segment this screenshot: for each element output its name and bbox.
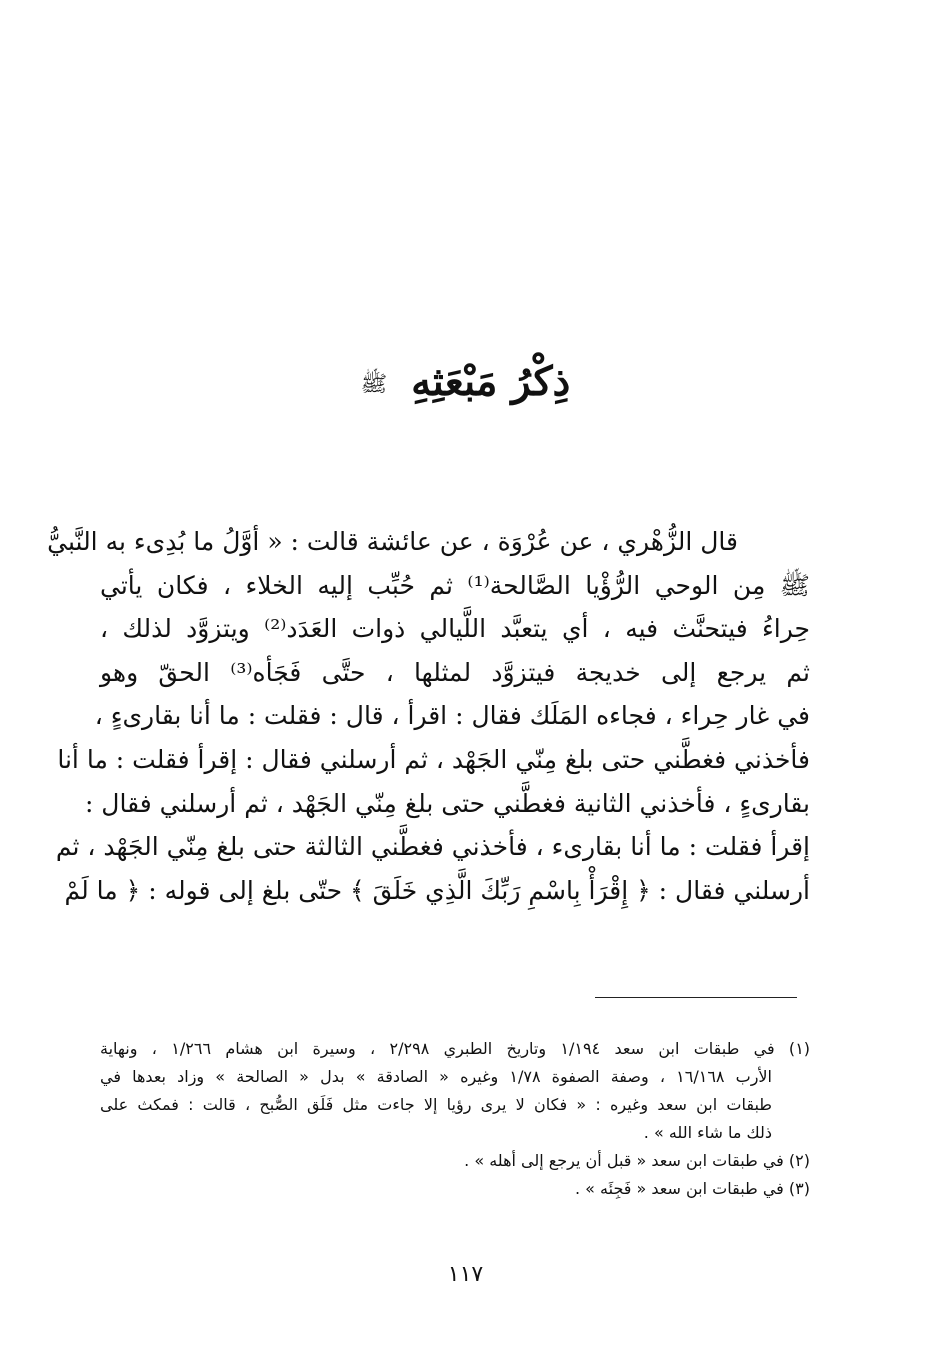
footnote-line: الأرب ١٦/١٦٨ ، وصفة الصفوة ١/٧٨ وغيره « الصادقة » بدل « الصالحة » وزاد بعدها في	[100, 1067, 772, 1086]
page-number: ١١٧	[447, 1262, 484, 1287]
body-text	[47, 520, 811, 912]
body-line: ثم يرجع إلى خديجة فيتزوَّد لمثلها ، حتَّى فَجَأه⁽³⁾ الحقّ وهو	[100, 657, 810, 687]
body-line: قال الزُّهْري ، عن عُرْوَة ، عن عائشة قالت : « أوَّلُ ما بُدِىء به النَّبيُّ	[47, 527, 738, 556]
footnote-line: طبقات ابن سعد وغيره : « فكان لا يرى رؤيا إلا جاءت مثل فَلَق الصُّبح ، قالت : فمكث على	[100, 1095, 772, 1114]
footnote-line: ذلك ما شاء الله » .	[643, 1123, 772, 1142]
footnote-line: (١) في طبقات ابن سعد ١/١٩٤ وتاريخ الطبري ٢/٢٩٨ ، وسيرة ابن هشام ١/٢٦٦ ، ونهاية	[100, 1039, 811, 1058]
body-line: فأخذني فغطَّني حتى بلغ مِنّي الجَهْد ، ثم أرسلني فقال : إقرأ فقلت : ما أنا	[57, 744, 810, 774]
body-line: في غار حِراء ، فجاءه المَلَك فقال : اقرأ ، قال : فقلت : ما أنا بقارىءٍ ،	[94, 701, 810, 731]
footnote-separator	[595, 997, 797, 998]
body-line: حِراءُ فيتحنَّث فيه ، أي يتعبَّد اللَّيالي ذوات العَدَد⁽²⁾ ويتزوَّد لذلك ،	[100, 614, 810, 644]
body-line: أرسلني فقال : ﴿ إِقْرَأْ بِاسْمِ رَبِّكَ الَّذِي خَلَقَ ﴾ حتّى بلغ إلى قوله : ﴿ ما لَمْ	[64, 875, 810, 905]
body-line: ﷺ مِن الوحي الرُّؤْيا الصَّالحة⁽¹⁾ ثم حُبِّب إليه الخلاء ، فكان يأتي	[100, 570, 811, 600]
body-line: إقرأ فقلت : ما أنا بقارىء ، فأخذني فغطَّني الثالثة حتى بلغ مِنّي الجَهْد ، ثم	[55, 832, 810, 862]
footnote-line: (٢) في طبقات ابن سعد « قبل أن يرجع إلى أهله » .	[464, 1151, 810, 1170]
chapter-title	[0, 352, 931, 415]
footnotes	[100, 1035, 810, 1203]
chapter-title-text: ذِكْرُ مَبْعَثِهِ	[411, 358, 571, 405]
body-line: بقارىءٍ ، فأخذني الثانية فغطَّني حتى بلغ مِنّي الجَهْد ، ثم أرسلني فقال :	[84, 788, 810, 818]
honorific-symbol: ﷺ	[360, 372, 388, 397]
footnote-line: (٣) في طبقات ابن سعد « فَجِئَه » .	[575, 1179, 810, 1198]
